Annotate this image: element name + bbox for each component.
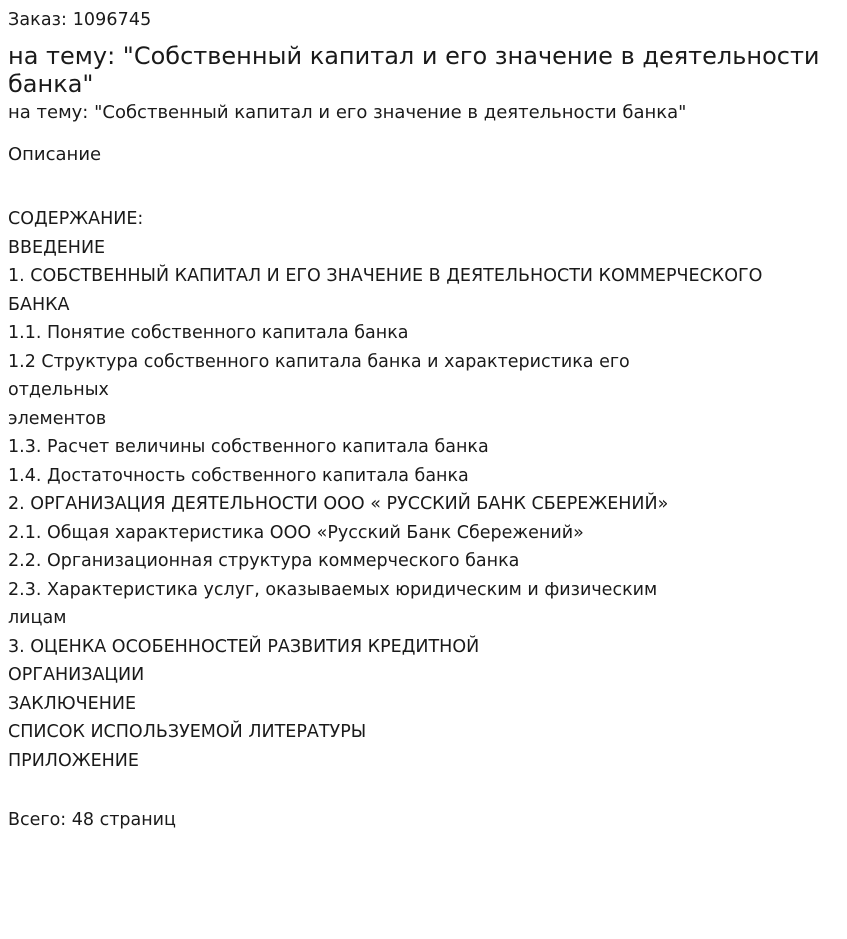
toc-line: ВВЕДЕНИЕ: [8, 237, 106, 258]
toc-line: 1. СОБСТВЕННЫЙ КАПИТАЛ И ЕГО ЗНАЧЕНИЕ В ДЕЯТЕЛЬНОСТИ КОММЕРЧЕСКОГО: [8, 266, 763, 286]
page-subtitle: на тему: "Собственный капитал и его значение в деятельности банка": [8, 102, 687, 123]
description-label: Описание: [8, 144, 102, 165]
toc-line: 1.3. Расчет величины собственного капитала банка: [8, 437, 489, 457]
toc-line: 1.4. Достаточность собственного капитала банка: [8, 465, 469, 486]
toc-line: 2. ОРГАНИЗАЦИЯ ДЕЯТЕЛЬНОСТИ ООО « РУССКИЙ БАНК СБЕРЕЖЕНИЙ»: [8, 494, 669, 514]
toc-line: 3. ОЦЕНКА ОСОБЕННОСТЕЙ РАЗВИТИЯ КРЕДИТНОЙ: [8, 636, 480, 657]
toc-line: 1.1. Понятие собственного капитала банка: [8, 323, 409, 343]
toc-line: лицам: [8, 608, 67, 628]
page-title: на тему: "Собственный капитал и его значение в деятельности банка": [8, 42, 820, 98]
toc-line: элементов: [8, 408, 107, 429]
toc-line: 2.2. Организационная структура коммерческого банка: [8, 551, 520, 571]
toc-heading: СОДЕРЖАНИЕ:: [8, 209, 144, 229]
order-number: Заказ: 1096745: [8, 10, 152, 30]
toc-line: СПИСОК ИСПОЛЬЗУЕМОЙ ЛИТЕРАТУРЫ: [8, 722, 367, 742]
toc-line: БАНКА: [8, 294, 70, 315]
toc-line: 2.3. Характеристика услуг, оказываемых юридическим и физическим: [8, 579, 658, 600]
page-count: Всего: 48 страниц: [8, 810, 176, 830]
toc-line: 1.2 Структура собственного капитала банка и характеристика его: [8, 351, 630, 372]
toc-line: ОРГАНИЗАЦИИ: [8, 665, 145, 685]
toc-line: отдельных: [8, 380, 109, 400]
toc-line: ПРИЛОЖЕНИЕ: [8, 750, 139, 771]
toc-line: 2.1. Общая характеристика ООО «Русский Банк Сбережений»: [8, 522, 584, 543]
table-of-contents: [8, 205, 838, 775]
toc-line: ЗАКЛЮЧЕНИЕ: [8, 693, 137, 714]
